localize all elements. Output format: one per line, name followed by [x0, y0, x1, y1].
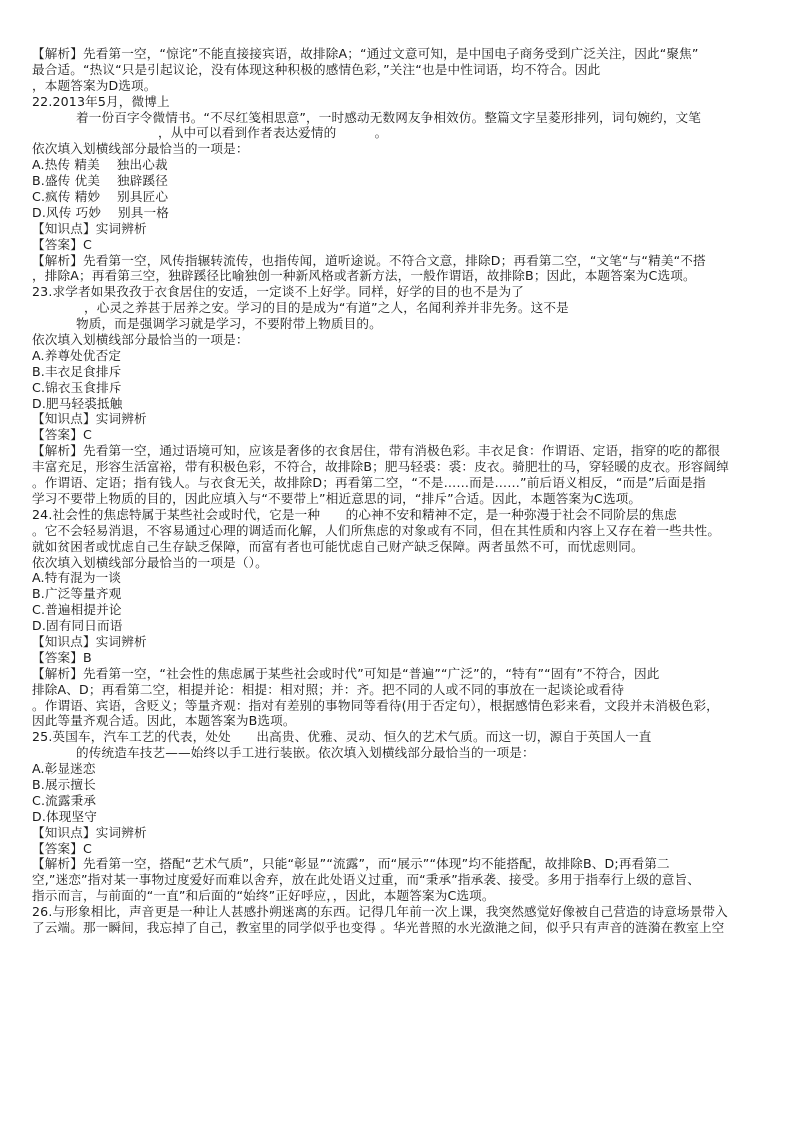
text-line: 。作谓语、定语；指有钱人。与衣食无关，故排除D；再看第二空，“不是……而是……”前后语义相反，“而是”后面是指: [32, 475, 706, 491]
question-prompt: 依次填入划横线部分最恰当的一项是（）。: [32, 554, 268, 570]
text-line: ，排除A；再看第三空，独辟蹊径比喻独创一种新风格或者新方法，一般作谓语，故排除B；因此，本题答案为C选项。: [32, 268, 696, 284]
option-d: D.固有同日而语: [32, 618, 123, 634]
document-body: [32, 46, 792, 936]
option-d: D.风传 巧妙 别具一格: [32, 204, 170, 220]
text-line: 最合适。“热议“只是引起议论，没有体现这种积极的感情色彩，”关注“也是中性词语，均不符合。因此: [32, 61, 601, 77]
question-prompt: 依次填入划横线部分最恰当的一项是：: [32, 332, 249, 348]
option-d: D.肥马轻裘抵触: [32, 395, 123, 411]
option-c: C.普遍相提并论: [32, 602, 122, 618]
option-c: C.疯传 精妙 别具匠心: [32, 189, 169, 205]
text-line: 丰富充足，形容生活富裕，带有积极色彩，不符合，故排除B；肥马轻裘：裘：皮衣。骑肥壮的马，穿轻暖的皮衣。形容阔绰: [32, 459, 729, 475]
question-24-stem: 24.社会性的焦虑特属于某些社会或时代，它是一种 的心神不安和精神不定，是一种弥漫于社会不同阶层的焦虑: [32, 506, 677, 522]
text-line: 【解析】先看第一空，“惊诧”不能直接接宾语，故排除A；“通过文意可知，是中国电子商务受到广泛关注，因此“聚焦”: [32, 46, 699, 61]
option-a: A.养尊处优否定: [32, 347, 122, 363]
analysis: 【解析】先看第一空，风传指辗转流传，也指传闻，道听途说。不符合文意，排除D；再看第二空，“文笔“与“精美“不搭: [32, 252, 706, 268]
text-line: ，从中可以看到作者表达爱情的 。: [158, 125, 388, 141]
question-prompt: 依次填入划横线部分最恰当的一项是：: [32, 141, 249, 157]
text-line: 的传统造车技艺——始终以手工进行装嵌。依次填入划横线部分最恰当的一项是：: [76, 745, 535, 761]
knowledge-point: 【知识点】实词辨析: [32, 633, 147, 649]
analysis: 【解析】先看第一空，“社会性的焦虑属于某些社会或时代”可知是“普遍”“广泛”的，“特有”“固有”不符合，因此: [32, 665, 660, 681]
option-a: A.特有混为一谈: [32, 570, 122, 586]
text-line: ，本题答案为D选项。: [32, 77, 157, 93]
option-b: B.广泛等量齐观: [32, 586, 122, 602]
option-b: B.丰衣足食排斥: [32, 363, 122, 379]
text-line: 。作谓语、宾语，含贬义；等量齐观：指对有差别的事物同等看待(用于否定句），根据感情色彩来看，文段并未消极色彩，: [32, 697, 719, 713]
analysis: 【解析】先看第一空，搭配“艺术气质”，只能“彰显”“流露”，而“展示”“体现”均不能搭配，故排除B、D;再看第二: [32, 856, 670, 872]
text-line: 指示而言，与前面的“一直”和后面的“始终”正好呼应，，因此，本题答案为C选项。: [32, 888, 495, 904]
text-line: 。它不会轻易消退，不容易通过心理的调适而化解，人们所焦虑的对象或有不同，但在其性质和内容上又存在着一些共性。: [32, 522, 721, 538]
answer: 【答案】C: [32, 840, 92, 856]
answer: 【答案】C: [32, 427, 92, 443]
option-c: C.流露秉承: [32, 792, 97, 808]
knowledge-point: 【知识点】实词辨析: [32, 824, 147, 840]
option-b: B.展示擅长: [32, 776, 96, 792]
option-a: A.热传 精美 独出心裁: [32, 157, 168, 173]
text-line: 空,”迷恋”指对某一事物过度爱好而难以舍弃，放在此处语义过重，而“秉承”指承袭、接受。多用于指奉行上级的意旨、: [32, 872, 701, 888]
question-23-stem: 23.求学者如果孜孜于衣食居住的安适，一定谈不上好学。同样，好学的目的也不是为了: [32, 284, 524, 300]
text-line: 物质，而是强调学习就是学习，不要附带上物质目的。: [76, 316, 382, 332]
option-d: D.体现坚守: [32, 808, 97, 824]
question-22-stem: 22.2013年5月，微博上: [32, 93, 170, 109]
text-line: 就如贫困者或忧虑自己生存缺乏保障，而富有者也可能忧虑自己财产缺乏保障。两者虽然不可，而忧虑则同。: [32, 538, 644, 554]
answer: 【答案】C: [32, 236, 92, 252]
question-25-stem: 25.英国车，汽车工艺的代表，处处 出高贵、优雅、灵动、恒久的艺术气质。而这一切，源自于英国人一直: [32, 729, 652, 745]
text-line: 因此等量齐观合适。因此，本题答案为B选项。: [32, 713, 296, 729]
option-b: B.盛传 优美 独辟蹊径: [32, 173, 168, 189]
option-c: C.锦衣玉食排斥: [32, 379, 122, 395]
question-26-stem: 26.与形象相比，声音更是一种让人甚感扑朔迷离的东西。记得几年前一次上课，我突然感觉好像被自己营造的诗意场景带入: [32, 904, 728, 920]
text-line: 着一份百字令微情书。“不尽红笺相思意”，一时感动无数网友争相效仿。整篇文字呈菱形排列，词句婉约，文笔: [76, 109, 702, 125]
text-line: 排除A、D；再看第二空，相提并论：相提：相对照；并：齐。把不同的人或不同的事放在一起谈论或看待: [32, 681, 625, 697]
knowledge-point: 【知识点】实词辨析: [32, 220, 147, 236]
answer: 【答案】B: [32, 649, 92, 665]
option-a: A.彰显迷恋: [32, 761, 96, 777]
knowledge-point: 【知识点】实词辨析: [32, 411, 147, 427]
analysis: 【解析】先看第一空，通过语境可知，应该是奢侈的衣食居住，带有消极色彩。丰衣足食：作谓语、定语，指穿的吃的都很: [32, 443, 721, 459]
text-line: 学习不要带上物质的目的，因此应填入与“不要带上”相近意思的词，“排斥”合适。因此，本题答案为C选项。: [32, 490, 642, 506]
text-line: ，心灵之养甚于居养之安。学习的目的是成为“有道”之人，名闻利养并非先务。这不是: [84, 300, 569, 316]
text-line: 了云端。那一瞬间，我忘掉了自己，教室里的同学似乎也变得 。华光普照的水光潋滟之间，似乎只有声音的涟漪在教室上空: [32, 919, 725, 935]
